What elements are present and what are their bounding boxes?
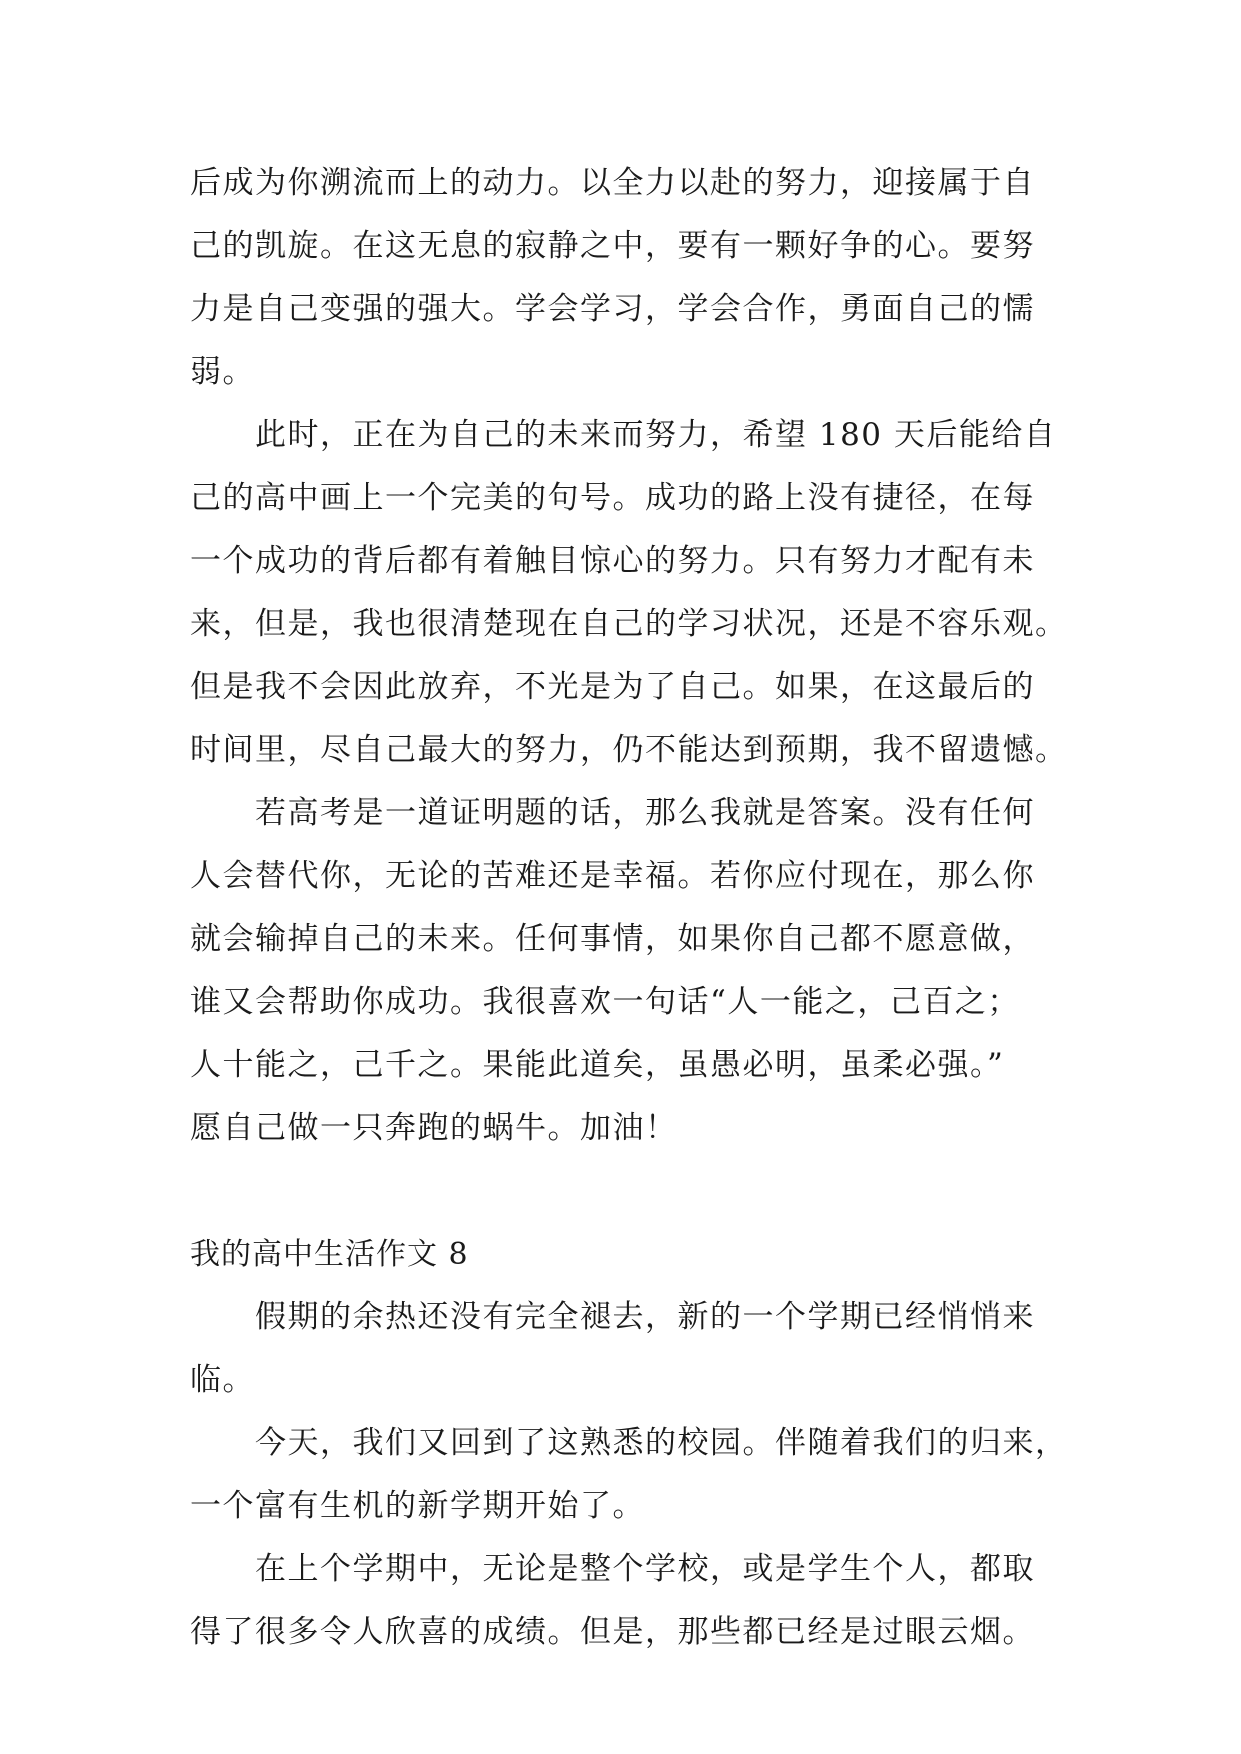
- text-line: 得了很多令人欣喜的成绩。但是，那些都已经是过眼云烟。: [190, 1614, 1035, 1650]
- paragraph-first-line: 今天，我们又回到了这熟悉的校园。伴随着我们的归来，: [255, 1425, 1068, 1461]
- section-gap: [190, 1160, 1060, 1223]
- text-line: 临。: [190, 1362, 255, 1398]
- text-line: 来，但是，我也很清楚现在自己的学习状况，还是不容乐观。: [190, 606, 1068, 642]
- section-heading: 我的高中生活作文 8: [190, 1237, 469, 1272]
- text-line: 后成为你溯流而上的动力。以全力以赴的努力，迎接属于自: [190, 165, 1035, 201]
- document-page: [190, 152, 1068, 1664]
- text-line: 弱。: [190, 354, 255, 390]
- text-line: 一个富有生机的新学期开始了。: [190, 1488, 645, 1524]
- text-line: 但是我不会因此放弃，不光是为了自己。如果，在这最后的: [190, 669, 1035, 705]
- paragraph-first-line: 假期的余热还没有完全褪去，新的一个学期已经悄悄来: [255, 1299, 1035, 1335]
- text-line: 己的凯旋。在这无息的寂静之中，要有一颗好争的心。要努: [190, 228, 1035, 264]
- text-line: 己的高中画上一个完美的句号。成功的路上没有捷径，在每: [190, 480, 1035, 516]
- paragraph-first-line: 在上个学期中，无论是整个学校，或是学生个人，都取: [255, 1551, 1035, 1587]
- paragraph-first-line: 若高考是一道证明题的话，那么我就是答案。没有任何: [255, 795, 1035, 831]
- text-line: 愿自己做一只奔跑的蜗牛。加油！: [190, 1110, 678, 1146]
- text-line: 力是自己变强的强大。学会学习，学会合作，勇面自己的懦: [190, 291, 1035, 327]
- text-line: 就会输掉自己的未来。任何事情，如果你自己都不愿意做，: [190, 921, 1035, 957]
- text-line: 人会替代你，无论的苦难还是幸福。若你应付现在，那么你: [190, 858, 1035, 894]
- paragraph-first-line: 此时，正在为自己的未来而努力，希望 180 天后能给自: [255, 417, 1057, 453]
- text-line: 人十能之，己千之。果能此道矣，虽愚必明，虽柔必强。”: [190, 1047, 1005, 1083]
- text-line: 时间里，尽自己最大的努力，仍不能达到预期，我不留遗憾。: [190, 732, 1068, 768]
- text-line: 一个成功的背后都有着触目惊心的努力。只有努力才配有未: [190, 543, 1035, 579]
- text-line: 谁又会帮助你成功。我很喜欢一句话“人一能之，己百之；: [190, 984, 1020, 1020]
